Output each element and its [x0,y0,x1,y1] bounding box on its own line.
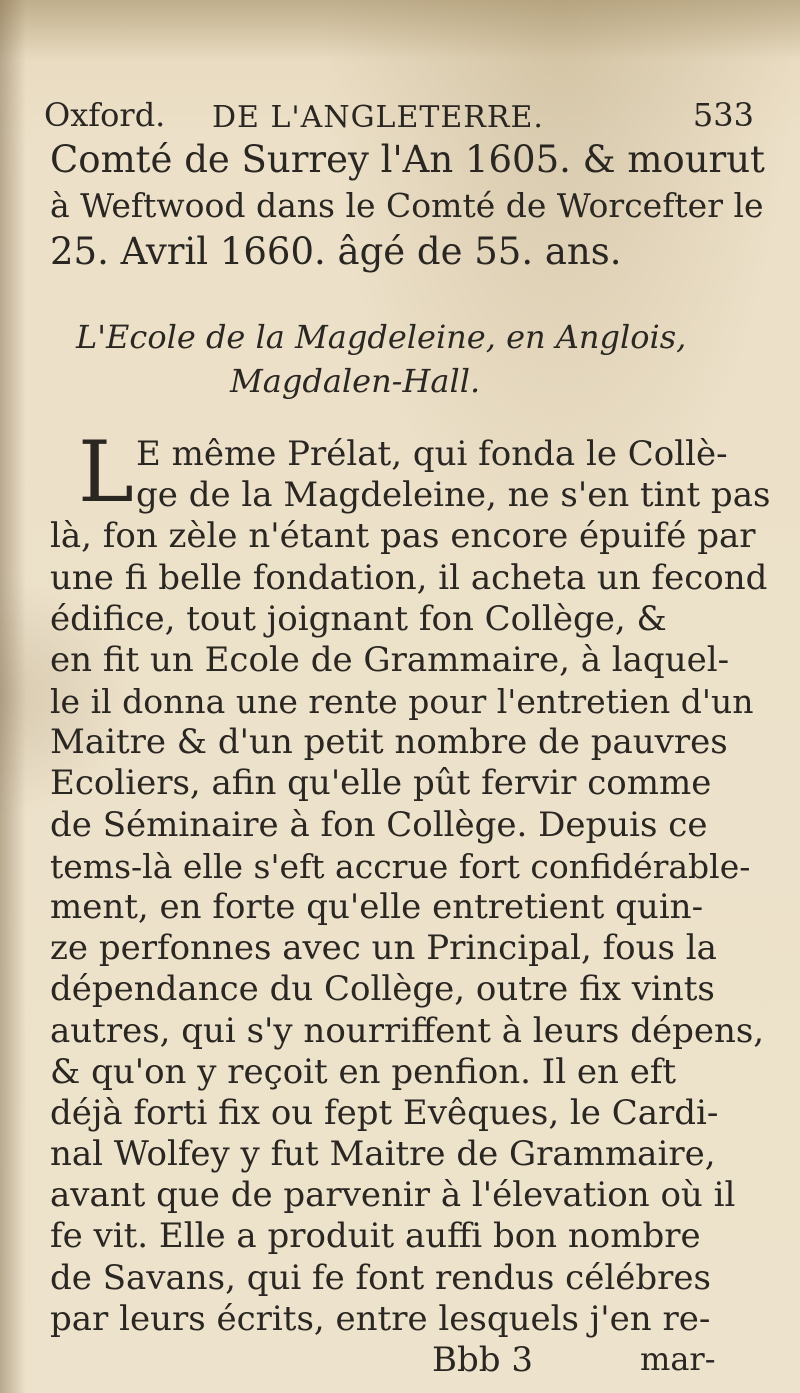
intro-line-3: 25. Avril 1660. âgé de 55. ans. [50,230,622,273]
body-line-17: déjà forti fix ou fept Evêques, le Cardi- [50,1092,719,1133]
gutter-shadow [0,0,26,1393]
body-line-22: par leurs écrits, entre lesquels j'en re- [50,1298,711,1339]
body-line-8: Maitre & d'un petit nombre de pauvres [50,722,728,763]
body-line-12: ment, en forte qu'elle entretient quin- [50,887,704,927]
header-location: Oxford. [44,96,166,134]
body-line-7: le il donna une rente pour l'entretien d'un [50,682,754,722]
signature-mark: Bbb 3 [432,1340,533,1380]
body-line-6: en fit un Ecole de Grammaire, à laquel- [50,639,730,680]
body-line-2: ge de la Magdeleine, ne s'en tint pas [136,475,771,516]
page-number: 533 [692,96,754,134]
body-line-20: fe vit. Elle a produit auffi bon nombre [50,1216,701,1257]
body-line-10: de Séminaire à fon Collège. Depuis ce [50,804,708,845]
body-line-18: nal Wolfey y fut Maitre de Grammaire, [50,1134,716,1175]
body-line-1: E même Prélat, qui fonda le Collè- [136,434,728,474]
intro-line-1: Comté de Surrey l'An 1605. & mourut [50,138,765,181]
body-line-13: ze perfonnes avec un Principal, fous la [50,928,717,969]
catchword: mar- [640,1340,716,1378]
body-line-19: avant que de parvenir à l'élevation où il [50,1175,736,1216]
running-header [44,96,756,144]
page-stain [0,0,800,60]
intro-line-2: à Weftwood dans le Comté de Worcefter le [50,186,764,225]
body-line-14: dépendance du Collège, outre fix vints [50,969,715,1010]
body-line-15: autres, qui s'y nourriffent à leurs dépens, [50,1010,765,1051]
body-line-3: là, fon zèle n'étant pas encore épuifé par [50,516,756,557]
body-line-4: une fi belle fondation, il acheta un fecond [50,557,768,598]
header-title: DE L'ANGLETERRE. [212,100,544,135]
section-title-line-1: L'Ecole de la Magdeleine, en Anglois, [76,318,687,356]
body-line-21: de Savans, qui fe font rendus célébres [50,1257,711,1298]
body-line-11: tems-là elle s'eft accrue fort confidérable- [50,846,751,886]
body-line-5: édifice, tout joignant fon Collège, & [50,598,667,639]
body-line-9: Ecoliers, afin qu'elle pût fervir comme [50,763,712,804]
body-line-16: & qu'on y reçoit en penfion. Il en eft [50,1051,677,1092]
drop-capital: L [78,423,134,521]
section-title-line-2: Magdalen-Hall. [230,362,481,400]
